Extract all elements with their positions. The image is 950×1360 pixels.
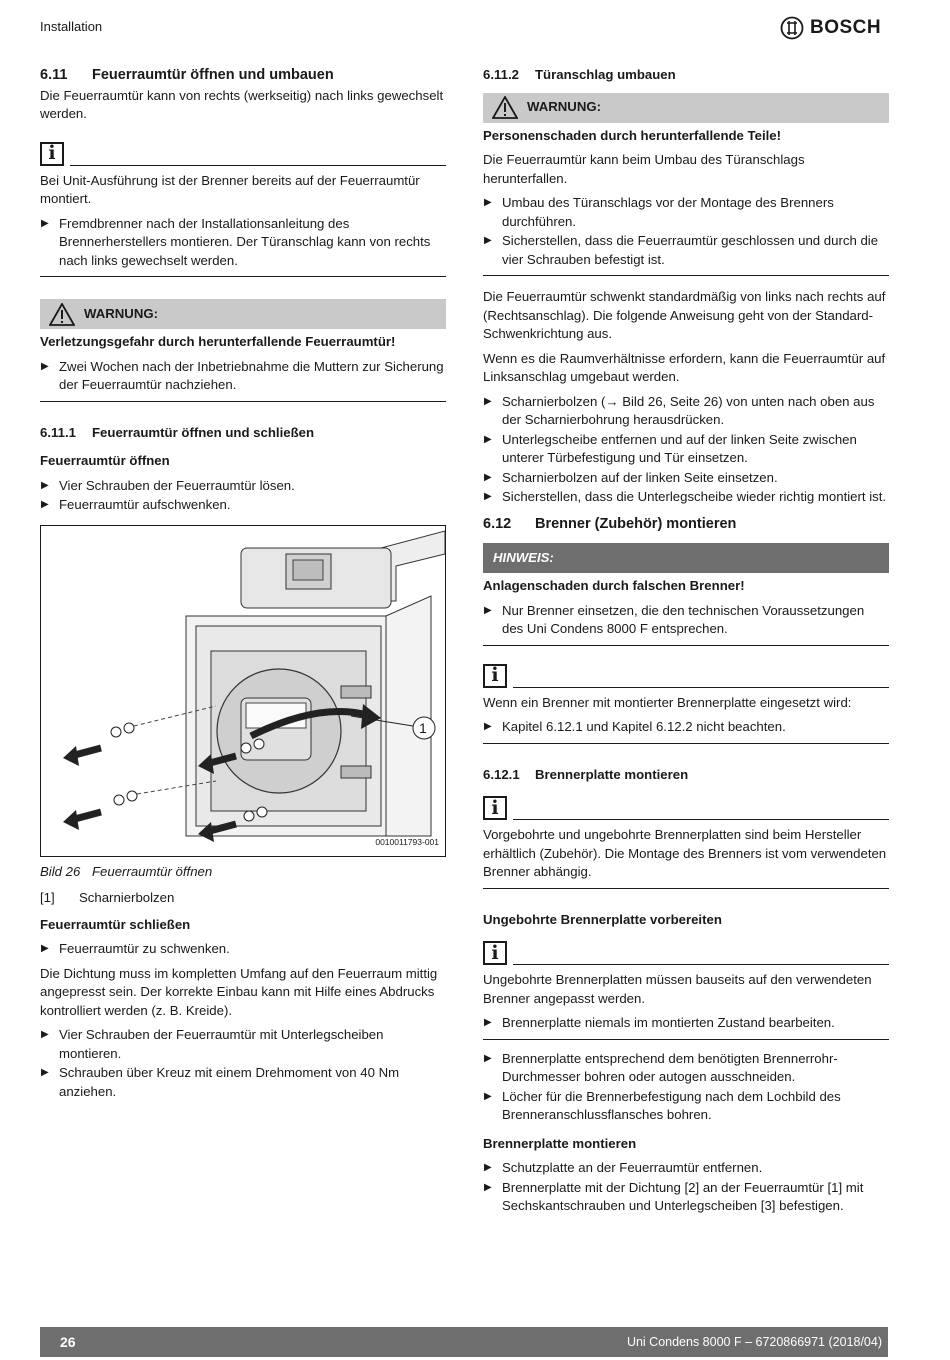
list-item: ▶ Löcher für die Brennerbefestigung nach dem Lochbild des Brenneranschlussflansches bohren.: [484, 1088, 841, 1122]
subheading-mount: Brennerplatte montieren: [483, 1135, 637, 1151]
list-item: ▶ Zwei Wochen nach der Inbetriebnahme die Muttern zur Sicherung der Feuerraumtür nachziehen.: [41, 358, 444, 392]
subheading-close: Feuerraumtür schließen: [40, 916, 191, 932]
arrow-icon: ▶: [484, 1017, 492, 1028]
info-icon: i: [483, 796, 507, 820]
brand-logo: [780, 16, 881, 40]
info-text: Vorgebohrte und ungebohrte Brennerplatten sind beim Hersteller erhältlich (Zubehör). Die Montage des Brenners ist vom verwendeten Brenner abhängig.: [483, 827, 887, 879]
section-heading-6-11: 6.11 Feuerraumtür öffnen und umbauen: [40, 67, 334, 83]
hinge-steps: [483, 393, 889, 507]
section-heading-6-11-1: 6.11.1 Feuerraumtür öffnen und schließen: [40, 424, 315, 440]
arrow-icon: ▶: [484, 471, 492, 483]
brand-name: BOSCH: [810, 16, 882, 38]
warning-text: Die Feuerraumtür kann beim Umbau des Türanschlags herunterfallen.: [483, 152, 805, 186]
header-section: Installation: [40, 19, 103, 34]
section-heading-6-12: 6.12 Brenner (Zubehör) montieren: [483, 515, 737, 532]
info-text: Bei Unit-Ausführung ist der Brenner bereits auf der Feuerraumtür montiert.: [40, 172, 420, 206]
arrow-icon: ▶: [41, 943, 49, 954]
close-steps: [40, 1026, 446, 1101]
document-id: Uni Condens 8000 F – 6720866971 (2018/04): [626, 1334, 882, 1349]
arrow-icon: ▶: [484, 491, 492, 502]
list-item: ▶ Fremdbrenner nach der Installationsanleitung des Brennerherstellers montieren. Der Türanschlag kann von rechts nach links gewechselt werden.: [41, 215, 431, 268]
list-item: ▶ Unterlegscheibe entfernen und auf der linken Seite zwischen unterer Türbefestigung und Tür einsetzen.: [484, 431, 857, 465]
arrow-icon: ▶: [484, 1052, 492, 1064]
arrow-icon: ▶: [484, 1090, 492, 1102]
section-heading-6-12-1: 6.12.1 Brennerplatte montieren: [483, 766, 689, 782]
arrow-icon: ▶: [41, 217, 49, 229]
list-item: ▶ Vier Schrauben der Feuerraumtür lösen.: [40, 477, 446, 496]
right-column: [483, 66, 889, 1222]
list-item: ▶ Sicherstellen, dass die Unterlegscheibe wieder richtig montiert ist.: [483, 488, 889, 507]
info-text: Ungebohrte Brennerplatten müssen bauseits auf den verwendeten Brenner angepasst werden.: [483, 972, 872, 1006]
info-icon: i: [40, 142, 64, 166]
subheading-prepare: Ungebohrte Brennerplatte vorbereiten: [483, 911, 722, 927]
arrow-icon: ▶: [484, 235, 492, 246]
warning-triangle-icon: [49, 303, 75, 326]
open-steps: [40, 477, 446, 515]
arrow-icon: ▶: [41, 1067, 49, 1078]
info-steps: [40, 215, 446, 271]
arrow-icon: ▶: [484, 1181, 492, 1193]
arrow-icon: ▶: [41, 479, 49, 491]
info-text: Wenn ein Brenner mit montierter Brennerplatte eingesetzt wird:: [483, 694, 852, 710]
arrow-icon: ▶: [484, 395, 492, 407]
paragraph: Die Feuerraumtür schwenkt standardmäßig von links nach rechts auf (Rechtsanschlag). Die folgende Anweisung geht von der Standard-Schwenkrichtung aus.: [483, 289, 886, 341]
arrow-icon: ▶: [484, 721, 492, 732]
figure-legend: [1] Scharnierbolzen: [40, 890, 175, 905]
list-item: ▶ Schrauben über Kreuz mit einem Drehmoment von 40 Nm anziehen.: [41, 1065, 400, 1099]
close-paragraph: Die Dichtung muss im kompletten Umfang auf den Feuerraum mittig angepresst sein. Der korrekte Einbau kann mit Hilfe eines Abdrucks kontrolliert werden (z. B. Kreide).: [40, 965, 438, 1018]
prepare-steps: [483, 1050, 889, 1125]
notice-headline: Anlagenschaden durch falschen Brenner!: [483, 578, 745, 593]
list-item: ▶ Scharnierbolzen auf der linken Seite einsetzen.: [483, 469, 889, 488]
page-number: 26: [60, 1333, 76, 1350]
arrow-icon: ▶: [484, 433, 492, 445]
list-item: ▶ Feuerraumtür aufschwenken.: [40, 496, 446, 515]
warning-banner: WARNUNG:: [483, 93, 889, 123]
list-item: ▶ Brennerplatte mit der Dichtung [2] an der Feuerraumtür [1] mit Sechskantschrauben und Unterlegscheiben [3] befestigen.: [484, 1179, 864, 1213]
list-item: ▶ Vier Schrauben der Feuerraumtür mit Unterlegscheiben montieren.: [41, 1027, 384, 1061]
arrow-icon: ▶: [484, 197, 492, 208]
list-item: ▶ Schutzplatte an der Feuerraumtür entfernen.: [483, 1159, 889, 1178]
info-block: [483, 796, 889, 820]
list-item: ▶ Feuerraumtür zu schwenken.: [40, 940, 446, 959]
figure-caption: Bild 26 Feuerraumtür öffnen: [40, 863, 213, 879]
info-icon: i: [483, 941, 507, 965]
bosch-emblem-icon: [780, 16, 804, 40]
arrow-icon: ▶: [41, 360, 49, 372]
paragraph: Wenn es die Raumverhältnisse erfordern, kann die Feuerraumtür auf Linksanschlag umgebaut werden.: [483, 350, 886, 384]
info-icon: i: [483, 664, 507, 688]
figure-boiler-door: [40, 525, 446, 857]
intro-text: Die Feuerraumtür kann von rechts (werkseitig) nach links gewechselt werden.: [40, 87, 444, 121]
figure-callout-1: 1: [419, 719, 427, 736]
warning-headline: Personenschaden durch herunterfallende Teile!: [483, 127, 782, 143]
subheading-open: Feuerraumtür öffnen: [40, 453, 170, 468]
list-item: ▶ Sicherstellen, dass die Feuerraumtür geschlossen und durch die vier Schrauben befestigt ist.: [484, 233, 879, 267]
notice-banner: HINWEIS:: [483, 543, 889, 573]
list-item: ▶ Brennerplatte niemals im montierten Zustand bearbeiten.: [483, 1014, 889, 1033]
list-item: ▶ Umbau des Türanschlags vor der Montage des Brenners durchführen.: [484, 195, 834, 229]
list-item: ▶ Scharnierbolzen (→ Bild 26, Seite 26) von unten nach oben aus der Scharnierbohrung herausdrücken.: [484, 393, 875, 427]
list-item: ▶ Brennerplatte entsprechend dem benötigten Brennerrohr-Durchmesser bohren oder autogen ausschneiden.: [484, 1050, 838, 1084]
left-column: [40, 66, 446, 1107]
warning-banner: WARNUNG:: [40, 299, 446, 329]
boiler-illustration: [41, 526, 445, 856]
warning-triangle-icon: [492, 96, 518, 119]
arrow-icon: ▶: [484, 604, 492, 616]
figure-id: 0010011793-001: [375, 837, 439, 847]
arrow-icon: ▶: [484, 1162, 492, 1173]
list-item: ▶ Nur Brenner einsetzen, die den technischen Voraussetzungen des Uni Condens 8000 F entsprechen.: [484, 602, 865, 636]
page-footer: [40, 1327, 888, 1357]
list-item: ▶ Kapitel 6.12.1 und Kapitel 6.12.2 nicht beachten.: [483, 718, 889, 737]
info-block: [483, 664, 889, 688]
info-block: [483, 941, 889, 965]
section-heading-6-11-2: 6.11.2 Türanschlag umbauen: [483, 67, 676, 82]
arrow-icon: ▶: [41, 499, 49, 510]
arrow-icon: ▶: [41, 1029, 49, 1040]
warning-headline: Verletzungsgefahr durch herunterfallende Feuerraumtür!: [40, 334, 396, 349]
mount-steps: [483, 1159, 889, 1216]
info-block: [40, 142, 446, 166]
